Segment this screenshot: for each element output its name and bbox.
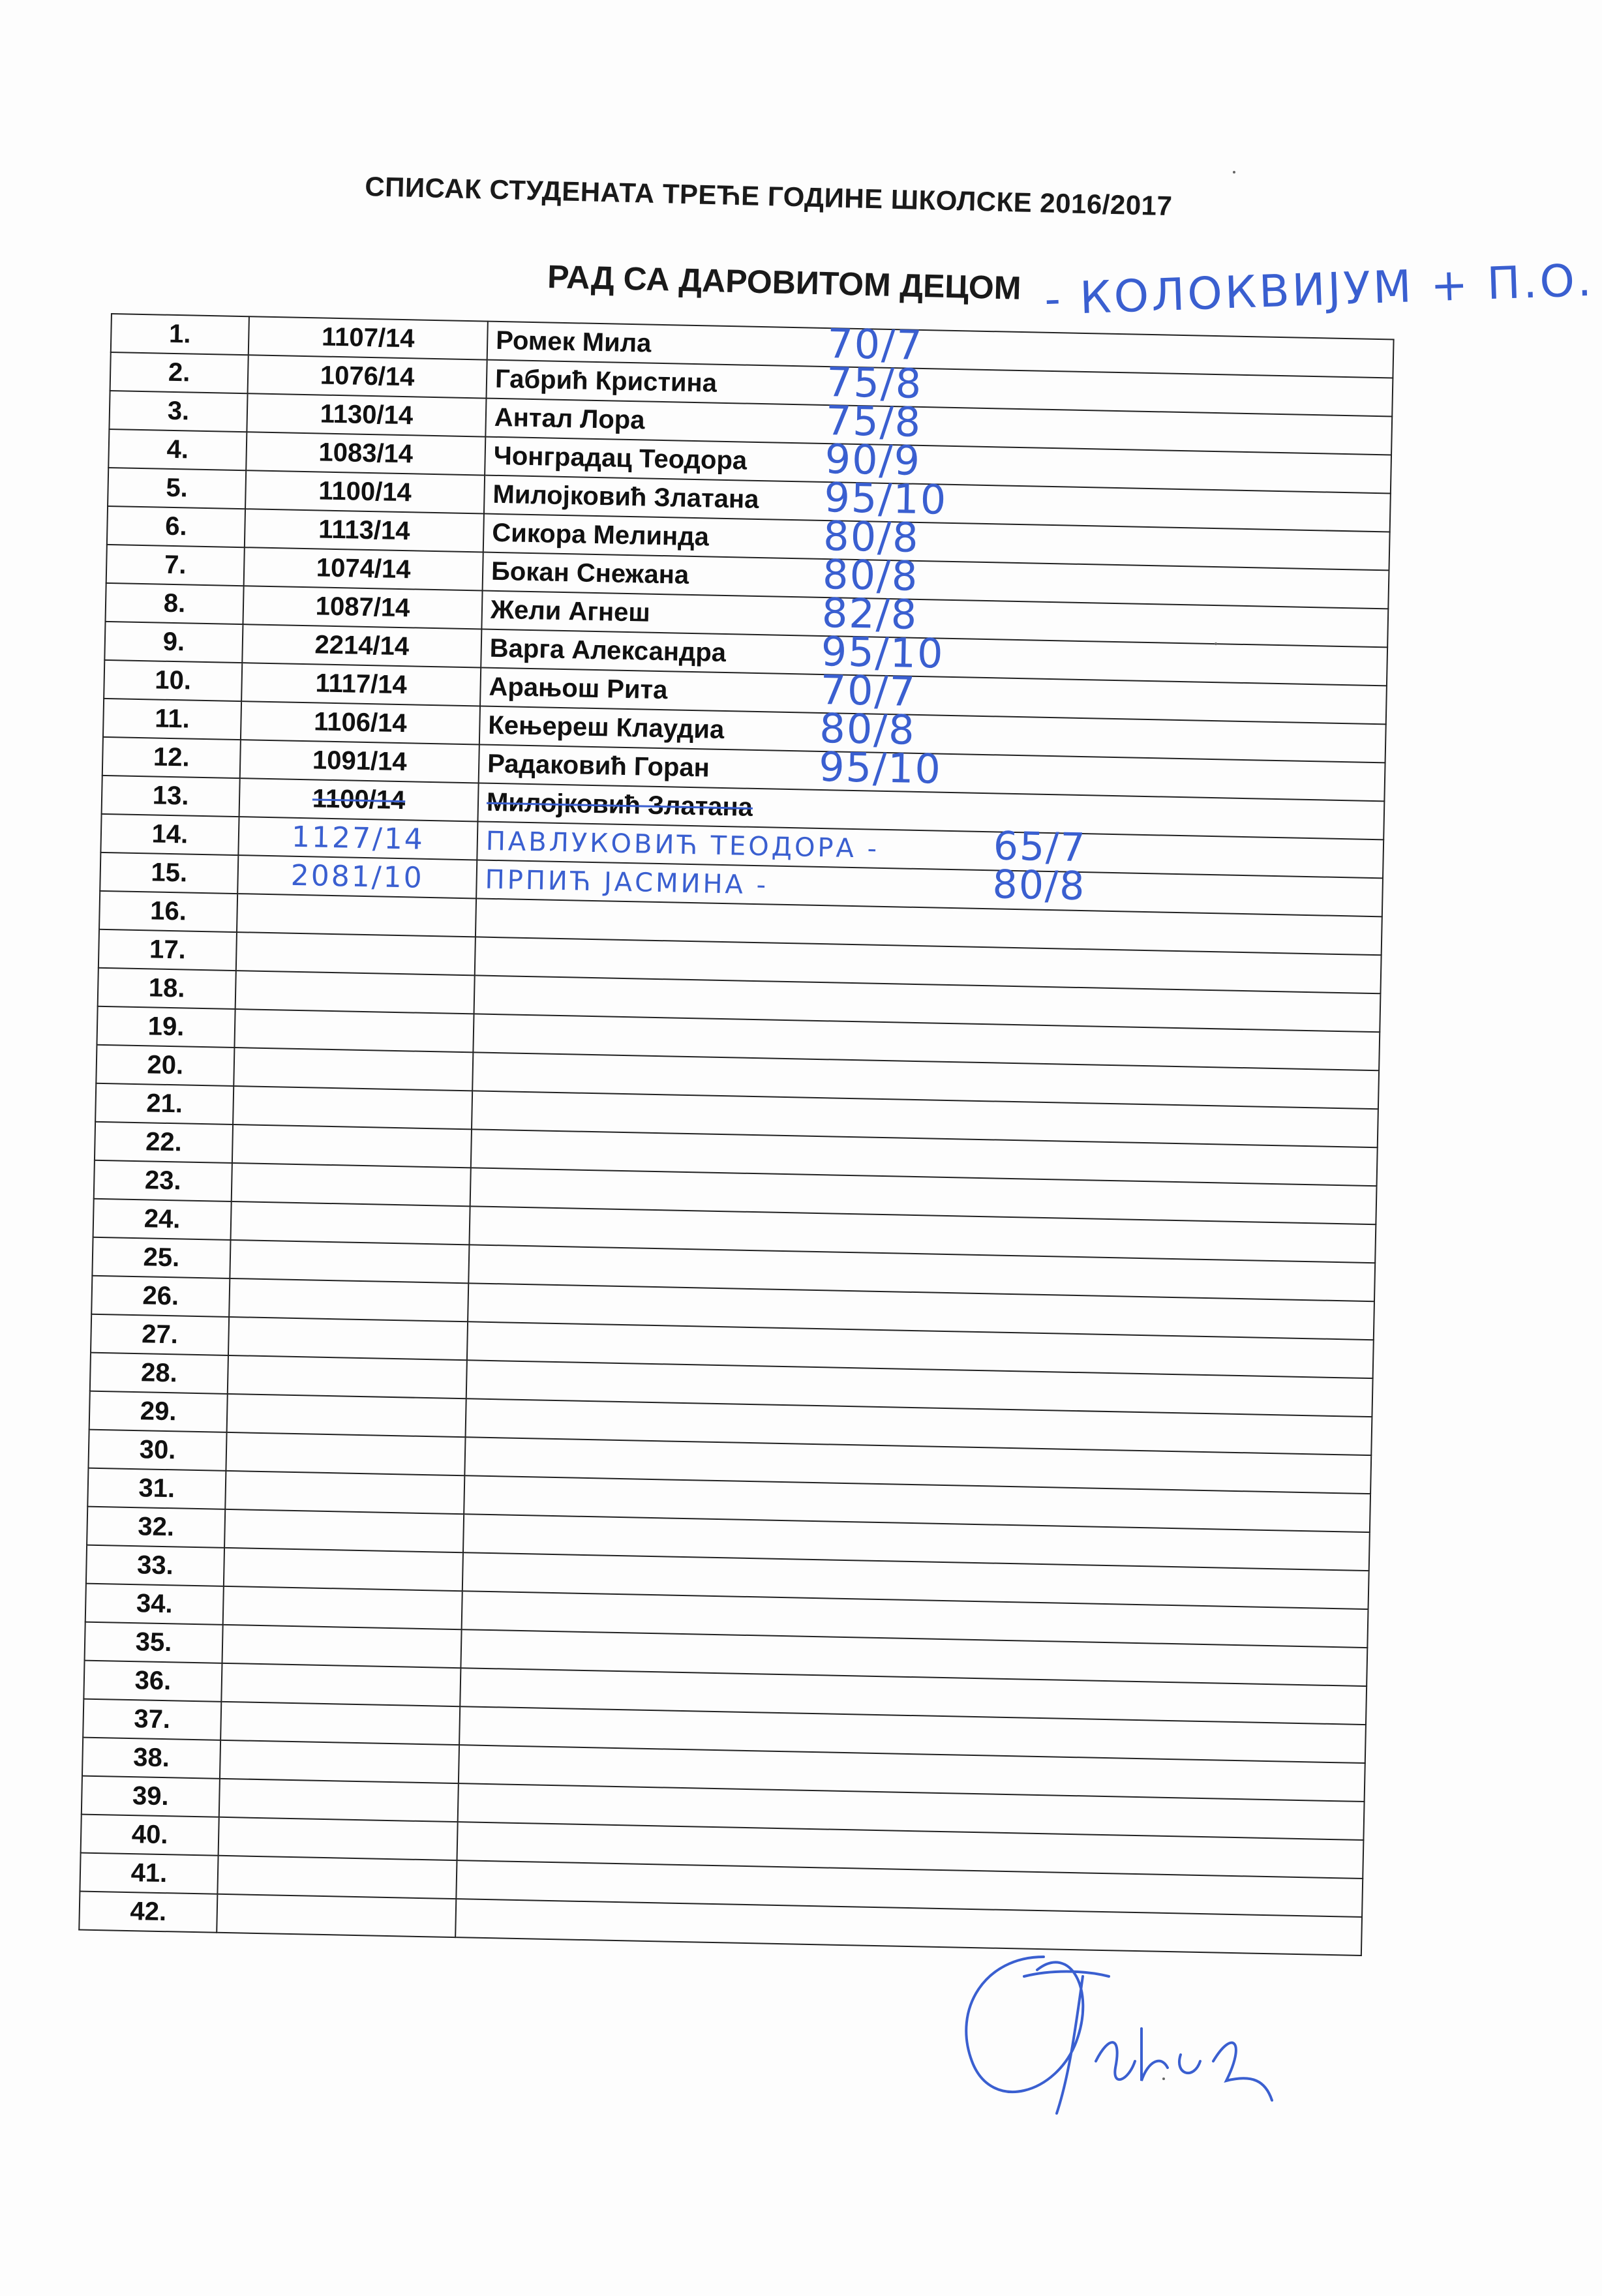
index-number-cell — [223, 1586, 462, 1629]
index-number-cell — [220, 1702, 460, 1745]
handwritten-grade: 95/10 — [818, 742, 943, 793]
index-number-cell — [249, 316, 488, 359]
index-number: 1117/14 — [315, 669, 408, 700]
row-number: 6. — [107, 506, 245, 547]
index-number-cell — [233, 1086, 472, 1129]
handwritten-grade: 65/7 — [993, 823, 1087, 871]
index-number: 1130/14 — [320, 399, 414, 430]
scan-speck — [1215, 642, 1217, 645]
index-number-cell — [224, 1509, 464, 1552]
index-number-cell — [234, 1048, 473, 1091]
index-number-cell — [241, 663, 481, 706]
row-number: 1. — [111, 314, 249, 355]
index-number: 2214/14 — [314, 630, 410, 661]
index-number-cell — [220, 1740, 459, 1783]
index-number: 2081/10 — [290, 858, 425, 895]
student-table-body — [79, 314, 1393, 1956]
row-number: 23. — [94, 1160, 232, 1201]
row-number: 18. — [98, 968, 236, 1009]
row-number: 22. — [95, 1122, 233, 1163]
handwritten-grade: 75/8 — [825, 397, 922, 446]
row-number: 13. — [102, 776, 240, 817]
row-number: 2. — [110, 352, 249, 393]
handwritten-grade: 82/8 — [821, 588, 918, 639]
student-name: Сикора Мелинда — [491, 518, 710, 552]
index-number-cell — [246, 432, 485, 475]
row-number: 27. — [91, 1314, 229, 1355]
row-number: 26. — [91, 1276, 230, 1317]
index-number: 1113/14 — [318, 515, 410, 546]
row-number: 37. — [83, 1699, 221, 1740]
index-number-cell — [243, 586, 482, 629]
index-number-cell — [222, 1625, 461, 1668]
row-number: 11. — [103, 699, 241, 740]
student-name: Арањош Рита — [489, 672, 668, 705]
index-number-cell — [228, 1355, 467, 1398]
document-title: СПИСАК СТУДЕНАТА ТРЕЋЕ ГОДИНЕ ШКОЛСКЕ 2016/2017 — [364, 171, 1173, 222]
handwritten-grade: 90/9 — [824, 435, 922, 485]
row-number: 42. — [79, 1892, 217, 1933]
row-number: 40. — [81, 1815, 219, 1856]
index-number-cell — [245, 509, 484, 552]
row-number: 8. — [106, 583, 244, 624]
index-number-cell — [227, 1394, 466, 1437]
row-number: 38. — [82, 1738, 220, 1779]
student-name: Радаковић Горан — [487, 749, 710, 783]
handwritten-grade: 80/8 — [823, 511, 920, 562]
index-number-cell — [234, 1009, 474, 1052]
row-number: 39. — [82, 1776, 220, 1817]
row-number: 32. — [87, 1507, 225, 1548]
student-name: ПАВЛУКОВИЋ ТЕОДОРА - — [485, 826, 880, 864]
handwritten-grade: 80/8 — [991, 862, 1087, 910]
handwritten-grade: 95/10 — [823, 474, 948, 524]
index-number-cell — [228, 1317, 468, 1360]
student-name: Милојковић Златана — [492, 479, 759, 514]
row-number: 34. — [85, 1584, 224, 1625]
student-name: Ромек Мила — [495, 325, 652, 358]
index-number-cell — [231, 1201, 470, 1245]
index-number-cell — [237, 894, 476, 937]
student-name: Габрић Кристина — [494, 364, 718, 398]
student-name: Жели Агнеш — [490, 595, 651, 627]
index-number: 1087/14 — [315, 592, 410, 623]
row-number: 9. — [104, 622, 243, 663]
row-number: 5. — [108, 468, 246, 509]
student-name: Антал Лора — [494, 402, 645, 435]
index-number-cell — [219, 1817, 458, 1860]
student-table-container — [78, 313, 1394, 1956]
student-name: Милојковић Златана — [486, 787, 753, 822]
index-number-cell — [245, 470, 485, 513]
row-number: 30. — [88, 1430, 226, 1471]
index-number: 1106/14 — [313, 707, 408, 738]
index-number: 1083/14 — [318, 438, 414, 469]
handwritten-grade: 75/8 — [826, 358, 924, 408]
scan-speck — [1162, 2077, 1165, 2080]
index-number: 1100/14 — [312, 784, 406, 815]
row-number: 14. — [100, 814, 239, 855]
course-name: РАД СА ДАРОВИТОМ ДЕЦОМ — [547, 258, 1022, 307]
index-number: 1100/14 — [318, 476, 412, 507]
index-number-cell — [235, 971, 475, 1014]
scan-speck — [1233, 171, 1235, 174]
handwritten-course-note: - КОЛОКВИЈУМ + П.О. — [1044, 254, 1595, 325]
index-number-cell — [224, 1548, 463, 1591]
index-number-cell — [226, 1432, 465, 1475]
index-number: 1074/14 — [316, 553, 411, 584]
index-number: 1127/14 — [291, 820, 425, 856]
signature-icon — [946, 1931, 1285, 2126]
index-number: 1091/14 — [312, 746, 408, 777]
row-number: 25. — [92, 1237, 230, 1278]
row-number: 33. — [86, 1545, 224, 1586]
index-number-cell — [232, 1125, 472, 1168]
student-name: ПРПИЋ ЈАСМИНА - — [485, 864, 769, 900]
index-number: 1076/14 — [320, 361, 415, 392]
index-number-cell — [238, 817, 477, 860]
row-number: 7. — [106, 545, 245, 586]
row-number: 29. — [89, 1391, 228, 1432]
index-number: 1107/14 — [321, 322, 415, 354]
course-title — [547, 258, 1022, 307]
row-number: 28. — [90, 1353, 228, 1394]
index-number-cell — [232, 1163, 471, 1206]
student-name: Бокан Снежана — [491, 556, 689, 590]
index-number-cell — [237, 855, 477, 898]
index-number-cell — [217, 1894, 456, 1937]
row-number: 12. — [102, 737, 241, 778]
student-name: Варга Александра — [489, 633, 727, 668]
row-number: 24. — [93, 1199, 232, 1240]
index-number-cell — [244, 547, 483, 590]
row-number: 41. — [80, 1853, 218, 1894]
row-number: 16. — [99, 891, 237, 932]
index-number-cell — [247, 393, 486, 436]
row-number: 21. — [95, 1083, 234, 1125]
index-number-cell — [229, 1278, 468, 1322]
row-number: 3. — [109, 391, 247, 432]
index-number-cell — [236, 932, 476, 975]
row-number: 10. — [104, 660, 242, 701]
row-number: 31. — [87, 1468, 226, 1509]
student-name: Кењереш Клаудиа — [487, 710, 725, 744]
index-number-cell — [248, 355, 487, 398]
row-number: 15. — [100, 853, 238, 894]
index-number-cell — [239, 778, 479, 821]
row-number: 35. — [85, 1622, 223, 1663]
index-number-cell — [217, 1856, 457, 1899]
handwritten-grade: 80/8 — [819, 704, 916, 754]
row-number: 20. — [96, 1045, 234, 1086]
handwritten-grade: 70/7 — [826, 320, 924, 369]
student-name: Чонградац Теодора — [493, 441, 748, 476]
student-table — [78, 313, 1394, 1956]
index-number-cell — [241, 701, 480, 744]
index-number-cell — [225, 1471, 464, 1514]
index-number-cell — [219, 1779, 459, 1822]
handwritten-grade: 95/10 — [821, 627, 945, 678]
row-number: 19. — [97, 1006, 235, 1048]
index-number-cell — [221, 1663, 461, 1706]
handwritten-grade: 70/7 — [819, 665, 917, 716]
row-number: 36. — [83, 1661, 222, 1702]
row-number: 4. — [108, 429, 247, 470]
index-number-cell — [230, 1240, 469, 1283]
handwritten-grade: 80/8 — [822, 550, 920, 600]
index-number-cell — [240, 740, 479, 783]
index-number-cell — [242, 624, 481, 667]
row-number: 17. — [98, 929, 237, 971]
